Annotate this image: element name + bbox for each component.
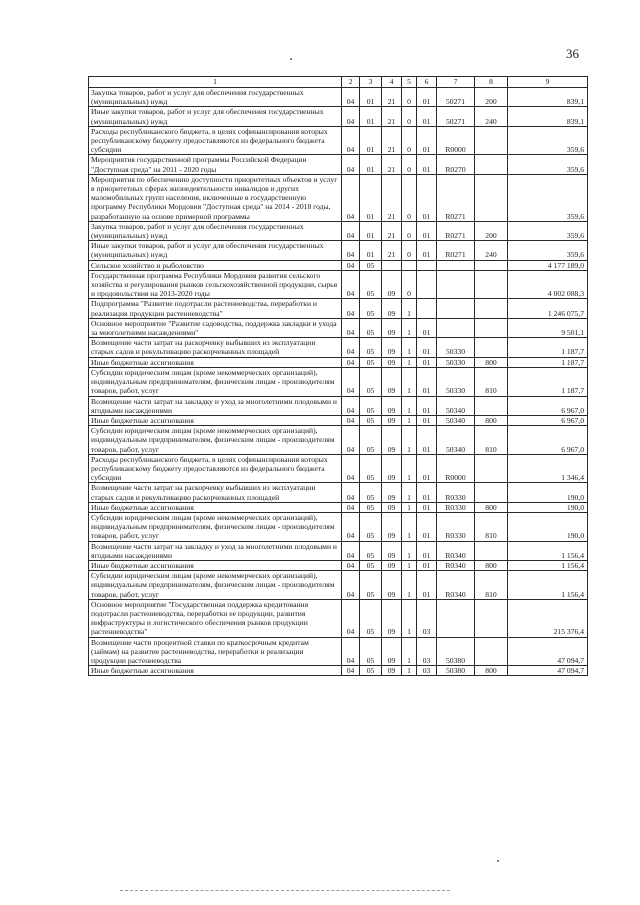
code-cell [475, 126, 508, 155]
row-name-cell: Иные бюджетные ассигнования [89, 560, 342, 570]
code-cell: 800 [475, 415, 508, 425]
code-cell: 05 [360, 299, 382, 318]
column-header-6: 6 [417, 77, 437, 88]
code-cell [475, 174, 508, 221]
code-cell: R0271 [437, 174, 475, 221]
code-cell [417, 299, 437, 318]
table-row [89, 126, 588, 155]
row-name-cell: Субсидии юридическим лицам (кроме некоммерческих организаций), индивидуальным предпринимателям, физическим лицам - производителям товаров, работ, услуг [89, 512, 342, 541]
code-cell: 1 [402, 367, 417, 396]
amount-cell: 1 187,7 [508, 338, 588, 357]
code-cell: 50340 [437, 415, 475, 425]
row-name-cell: Мероприятия государственной программы Российской Федерации "Доступная среда" на 2011 - 2020 годы [89, 155, 342, 174]
amount-cell: 359,6 [508, 174, 588, 221]
code-cell: 01 [417, 367, 437, 396]
row-name-cell: Закупка товаров, работ и услуг для обеспечения государственных (муниципальных) нужд [89, 88, 342, 107]
code-cell [402, 260, 417, 270]
code-cell: 800 [475, 560, 508, 570]
code-cell: 04 [342, 241, 360, 260]
code-cell: 50330 [437, 357, 475, 367]
code-cell: 04 [342, 299, 360, 318]
code-cell: 05 [360, 415, 382, 425]
table-row [89, 666, 588, 676]
table-row [89, 299, 588, 318]
code-cell: 01 [417, 338, 437, 357]
code-cell: 03 [417, 599, 437, 637]
table-row [89, 560, 588, 570]
row-name-cell: Иные закупки товаров, работ и услуг для обеспечения государственных (муниципальных) нужд [89, 241, 342, 260]
code-cell: 01 [417, 241, 437, 260]
code-cell: 04 [342, 367, 360, 396]
amount-cell: 9 501,1 [508, 318, 588, 337]
code-cell: 1 [402, 318, 417, 337]
code-cell [475, 338, 508, 357]
table-row [89, 88, 588, 107]
code-cell: 1 [402, 560, 417, 570]
column-header-1: 1 [89, 77, 342, 88]
header-row [89, 77, 588, 88]
code-cell: 09 [382, 338, 402, 357]
code-cell: R0270 [437, 155, 475, 174]
code-cell: 05 [360, 318, 382, 337]
code-cell: 04 [342, 126, 360, 155]
code-cell: 0 [402, 174, 417, 221]
code-cell: 810 [475, 571, 508, 600]
code-cell: 50330 [437, 367, 475, 396]
code-cell: 04 [342, 637, 360, 666]
code-cell: 05 [360, 357, 382, 367]
code-cell: 01 [417, 454, 437, 483]
code-cell: 05 [360, 367, 382, 396]
code-cell: 01 [360, 107, 382, 126]
amount-cell: 1 156,4 [508, 571, 588, 600]
amount-cell: 1 156,4 [508, 560, 588, 570]
amount-cell: 1 346,4 [508, 454, 588, 483]
code-cell: 05 [360, 338, 382, 357]
code-cell [475, 155, 508, 174]
code-cell: 21 [382, 221, 402, 240]
code-cell [475, 318, 508, 337]
code-cell: R0000 [437, 126, 475, 155]
code-cell: 04 [342, 560, 360, 570]
table-row [89, 512, 588, 541]
table-row [89, 454, 588, 483]
code-cell: R0271 [437, 221, 475, 240]
table-row [89, 155, 588, 174]
code-cell: 800 [475, 666, 508, 676]
column-header-3: 3 [360, 77, 382, 88]
amount-cell: 1 187,7 [508, 357, 588, 367]
code-cell: 50340 [437, 396, 475, 415]
code-cell: 09 [382, 367, 402, 396]
code-cell: 1 [402, 483, 417, 502]
code-cell: 09 [382, 318, 402, 337]
code-cell: 04 [342, 396, 360, 415]
table-row [89, 107, 588, 126]
code-cell: 05 [360, 396, 382, 415]
code-cell: 21 [382, 241, 402, 260]
code-cell: 800 [475, 357, 508, 367]
table-row [89, 367, 588, 396]
table-row [89, 426, 588, 455]
table-row [89, 415, 588, 425]
row-name-cell: Основное мероприятие "Развитие садоводства, поддержка закладки и ухода за многолетними насаждениями" [89, 318, 342, 337]
scan-speck [290, 58, 292, 60]
code-cell [417, 270, 437, 299]
code-cell: 05 [360, 270, 382, 299]
table-row [89, 571, 588, 600]
table-row [89, 260, 588, 270]
code-cell: 09 [382, 666, 402, 676]
code-cell: 21 [382, 155, 402, 174]
code-cell: 09 [382, 483, 402, 502]
code-cell: 01 [417, 174, 437, 221]
code-cell: 01 [417, 512, 437, 541]
row-name-cell: Расходы республиканского бюджета, в целях софинансирования которых республиканскому бюджету предоставляются из федерального бюджета субсидии [89, 126, 342, 155]
code-cell: 09 [382, 637, 402, 666]
code-cell: 0 [402, 155, 417, 174]
row-name-cell: Основное мероприятие "Государственная поддержка кредитования подотрасли растениеводства, переработки ее продукции, развития инфраструктуры и логистического обеспечения рынков продукции растениеводства" [89, 599, 342, 637]
code-cell: 05 [360, 666, 382, 676]
code-cell: 50271 [437, 107, 475, 126]
code-cell: 04 [342, 270, 360, 299]
code-cell: 09 [382, 415, 402, 425]
code-cell: 01 [417, 107, 437, 126]
code-cell: 1 [402, 299, 417, 318]
code-cell: 21 [382, 126, 402, 155]
code-cell: 200 [475, 88, 508, 107]
column-header-2: 2 [342, 77, 360, 88]
code-cell: 1 [402, 338, 417, 357]
code-cell: 01 [417, 155, 437, 174]
table-row [89, 483, 588, 502]
row-name-cell: Иные бюджетные ассигнования [89, 666, 342, 676]
row-name-cell: Сельское хозяйство и рыболовство [89, 260, 342, 270]
amount-cell: 359,6 [508, 155, 588, 174]
row-name-cell: Субсидии юридическим лицам (кроме некоммерческих организаций), индивидуальным предпринимателям, физическим лицам - производителям товаров, работ, услуг [89, 571, 342, 600]
code-cell: 01 [360, 241, 382, 260]
code-cell: R0340 [437, 571, 475, 600]
page-number: 36 [566, 46, 579, 61]
row-name-cell: Иные бюджетные ассигнования [89, 357, 342, 367]
code-cell: 09 [382, 396, 402, 415]
table-row [89, 174, 588, 221]
code-cell: 05 [360, 541, 382, 560]
code-cell: 05 [360, 560, 382, 570]
code-cell: 0 [402, 270, 417, 299]
amount-cell: 359,6 [508, 241, 588, 260]
table-row [89, 241, 588, 260]
row-name-cell: Подпрограмма "Развитие подотрасли растениеводства, переработки и реализация продукции растениеводства" [89, 299, 342, 318]
scan-speck [497, 860, 499, 862]
row-name-cell: Иные бюджетные ассигнования [89, 415, 342, 425]
code-cell: R0340 [437, 541, 475, 560]
row-name-cell: Государственная программа Республики Мордовия развития сельского хозяйства и регулирования рынков сельскохозяйственной продукции, сырья и продовольствия на 2013-2020 годы [89, 270, 342, 299]
column-header-7: 7 [437, 77, 475, 88]
row-name-cell: Возмещение части процентной ставки по краткосрочным кредитам (займам) на развитие растениеводства, переработки и реализации продукции растениеводства [89, 637, 342, 666]
row-name-cell: Субсидии юридическим лицам (кроме некоммерческих организаций), индивидуальным предпринимателям, физическим лицам - производителям товаров, работ, услуг [89, 426, 342, 455]
code-cell: R0000 [437, 454, 475, 483]
code-cell [475, 260, 508, 270]
code-cell: 240 [475, 241, 508, 260]
code-cell [382, 260, 402, 270]
amount-cell: 6 967,0 [508, 396, 588, 415]
code-cell: 05 [360, 426, 382, 455]
table-row [89, 599, 588, 637]
code-cell: 01 [417, 318, 437, 337]
code-cell: 1 [402, 454, 417, 483]
code-cell: 05 [360, 502, 382, 512]
code-cell: 09 [382, 270, 402, 299]
code-cell: 1 [402, 637, 417, 666]
code-cell: 09 [382, 299, 402, 318]
code-cell [417, 260, 437, 270]
code-cell: 03 [417, 666, 437, 676]
amount-cell: 1 156,4 [508, 541, 588, 560]
code-cell: 01 [417, 560, 437, 570]
code-cell: 0 [402, 126, 417, 155]
code-cell: 800 [475, 502, 508, 512]
code-cell: 01 [417, 571, 437, 600]
code-cell: 01 [417, 483, 437, 502]
code-cell [475, 483, 508, 502]
code-cell: 04 [342, 454, 360, 483]
code-cell [475, 396, 508, 415]
amount-cell: 839,1 [508, 88, 588, 107]
amount-cell: 47 094,7 [508, 637, 588, 666]
code-cell: 09 [382, 599, 402, 637]
code-cell: 09 [382, 357, 402, 367]
code-cell: 04 [342, 338, 360, 357]
code-cell: 01 [417, 415, 437, 425]
code-cell: 04 [342, 483, 360, 502]
code-cell: 0 [402, 107, 417, 126]
code-cell: 05 [360, 599, 382, 637]
code-cell [437, 599, 475, 637]
code-cell [437, 270, 475, 299]
table-body [89, 88, 588, 676]
code-cell: 1 [402, 512, 417, 541]
amount-cell: 1 246 075,7 [508, 299, 588, 318]
column-header-9: 9 [508, 77, 588, 88]
code-cell: 09 [382, 426, 402, 455]
code-cell: 09 [382, 454, 402, 483]
code-cell: 01 [360, 174, 382, 221]
code-cell: 1 [402, 357, 417, 367]
code-cell [475, 637, 508, 666]
row-name-cell: Возмещение части затрат на закладку и уход за многолетними плодовыми и ягодными насаждениями [89, 541, 342, 560]
code-cell: R0340 [437, 560, 475, 570]
table-row [89, 357, 588, 367]
budget-table [88, 76, 588, 676]
code-cell: 04 [342, 318, 360, 337]
code-cell: 01 [360, 155, 382, 174]
code-cell [475, 270, 508, 299]
code-cell [437, 318, 475, 337]
code-cell: 05 [360, 571, 382, 600]
code-cell [437, 260, 475, 270]
row-name-cell: Закупка товаров, работ и услуг для обеспечения государственных (муниципальных) нужд [89, 221, 342, 240]
code-cell: 01 [417, 88, 437, 107]
code-cell: 240 [475, 107, 508, 126]
code-cell: 09 [382, 541, 402, 560]
column-header-8: 8 [475, 77, 508, 88]
code-cell: 0 [402, 241, 417, 260]
code-cell: 01 [417, 426, 437, 455]
amount-cell: 4 177 189,0 [508, 260, 588, 270]
table-row [89, 221, 588, 240]
code-cell: 0 [402, 88, 417, 107]
code-cell: 09 [382, 560, 402, 570]
code-cell: 01 [417, 502, 437, 512]
code-cell: R0330 [437, 483, 475, 502]
code-cell: 1 [402, 415, 417, 425]
column-header-4: 4 [382, 77, 402, 88]
code-cell: 04 [342, 571, 360, 600]
code-cell: 1 [402, 426, 417, 455]
code-cell: 1 [402, 502, 417, 512]
code-cell: 05 [360, 454, 382, 483]
amount-cell: 1 187,7 [508, 367, 588, 396]
code-cell: 04 [342, 426, 360, 455]
code-cell: 01 [360, 221, 382, 240]
row-name-cell: Возмещение части затрат на раскорчевку выбывших из эксплуатации старых садов и рекультивацию раскорчеванных площадей [89, 338, 342, 357]
code-cell: 04 [342, 357, 360, 367]
code-cell: 1 [402, 396, 417, 415]
amount-cell: 839,1 [508, 107, 588, 126]
code-cell: 50380 [437, 666, 475, 676]
code-cell [475, 299, 508, 318]
code-cell: 05 [360, 637, 382, 666]
code-cell: 21 [382, 174, 402, 221]
code-cell: R0271 [437, 241, 475, 260]
code-cell: 04 [342, 155, 360, 174]
code-cell: 01 [417, 541, 437, 560]
code-cell: 03 [417, 637, 437, 666]
code-cell: 50271 [437, 88, 475, 107]
code-cell: 1 [402, 666, 417, 676]
code-cell: 1 [402, 571, 417, 600]
code-cell: 810 [475, 367, 508, 396]
code-cell: 21 [382, 107, 402, 126]
code-cell: 09 [382, 571, 402, 600]
scan-edge-line [120, 890, 450, 891]
code-cell: 04 [342, 666, 360, 676]
code-cell: 04 [342, 107, 360, 126]
code-cell: R0330 [437, 512, 475, 541]
row-name-cell: Иные закупки товаров, работ и услуг для обеспечения государственных (муниципальных) нужд [89, 107, 342, 126]
code-cell: 810 [475, 512, 508, 541]
code-cell: 04 [342, 260, 360, 270]
code-cell [475, 599, 508, 637]
table-row [89, 338, 588, 357]
table-row [89, 396, 588, 415]
code-cell: 01 [360, 88, 382, 107]
code-cell: 04 [342, 221, 360, 240]
table-row [89, 541, 588, 560]
code-cell: 01 [417, 357, 437, 367]
table-row [89, 502, 588, 512]
code-cell: 1 [402, 599, 417, 637]
code-cell: 50340 [437, 426, 475, 455]
code-cell: 04 [342, 599, 360, 637]
table-row [89, 318, 588, 337]
code-cell: 05 [360, 260, 382, 270]
amount-cell: 6 967,0 [508, 426, 588, 455]
amount-cell: 47 094,7 [508, 666, 588, 676]
amount-cell: 190,0 [508, 483, 588, 502]
code-cell: 810 [475, 426, 508, 455]
amount-cell: 6 967,0 [508, 415, 588, 425]
code-cell: 04 [342, 541, 360, 560]
code-cell [437, 299, 475, 318]
row-name-cell: Расходы республиканского бюджета, в целях софинансирования которых республиканскому бюджету предоставляются из федерального бюджета субсидии [89, 454, 342, 483]
code-cell: 200 [475, 221, 508, 240]
code-cell: 21 [382, 88, 402, 107]
code-cell: 05 [360, 512, 382, 541]
amount-cell: 359,6 [508, 126, 588, 155]
code-cell: 04 [342, 415, 360, 425]
row-name-cell: Субсидии юридическим лицам (кроме некоммерческих организаций), индивидуальным предпринимателям, физическим лицам - производителям товаров, работ, услуг [89, 367, 342, 396]
code-cell: 09 [382, 512, 402, 541]
code-cell: 01 [417, 396, 437, 415]
table-row [89, 637, 588, 666]
code-cell: 04 [342, 88, 360, 107]
row-name-cell: Иные бюджетные ассигнования [89, 502, 342, 512]
code-cell: 09 [382, 502, 402, 512]
code-cell: 01 [417, 126, 437, 155]
code-cell: 04 [342, 174, 360, 221]
code-cell: 01 [360, 126, 382, 155]
code-cell: 0 [402, 221, 417, 240]
column-header-5: 5 [402, 77, 417, 88]
amount-cell: 359,6 [508, 221, 588, 240]
code-cell: R0330 [437, 502, 475, 512]
code-cell: 04 [342, 512, 360, 541]
code-cell [475, 454, 508, 483]
code-cell: 50330 [437, 338, 475, 357]
code-cell: 01 [417, 221, 437, 240]
amount-cell: 190,0 [508, 512, 588, 541]
row-name-cell: Мероприятия по обеспечению доступности приоритетных объектов и услуг в приоритетных сферах жизнедеятельности инвалидов и других маломобильных групп населения, включенные в государственную программу Республики Мордовия "Доступная среда" на 2014 - 2018 годы, разработанную на основе примерной программы [89, 174, 342, 221]
code-cell: 1 [402, 541, 417, 560]
amount-cell: 190,0 [508, 502, 588, 512]
amount-cell: 4 002 088,3 [508, 270, 588, 299]
code-cell: 04 [342, 502, 360, 512]
code-cell: 50380 [437, 637, 475, 666]
row-name-cell: Возмещение части затрат на раскорчевку выбывших из эксплуатации старых садов и рекультивацию раскорчеванных площадей [89, 483, 342, 502]
amount-cell: 215 376,4 [508, 599, 588, 637]
code-cell [475, 541, 508, 560]
table-row [89, 270, 588, 299]
row-name-cell: Возмещение части затрат на закладку и уход за многолетними плодовыми и ягодными насаждениями [89, 396, 342, 415]
code-cell: 05 [360, 483, 382, 502]
